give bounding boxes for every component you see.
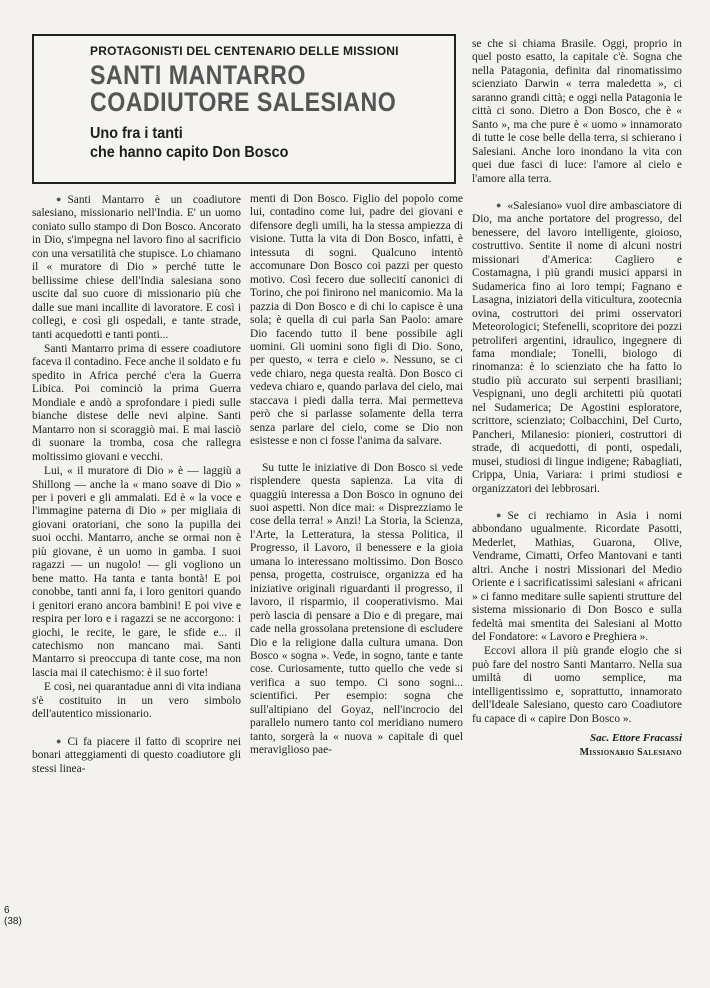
paragraph: Santi Mantarro prima di essere coadiutore faceva il contadino. Fece anche il soldato e fu spedito in Africa perché c'era la Guerra Libica. Poi cominciò la prima Guerra Mondiale e andò a sprofondare i piedi sulle bianche distese delle nevi alpine. Santi Mantarro non si scoraggiò mai. E mai lasciò di suonare la tromba, cosa che rallegra moltissimo giovani e vecchi. <box>32 342 241 463</box>
page-number-volume: (38) <box>4 916 22 927</box>
paragraph: Eccovi allora il più grande elogio che si può fare del nostro Santi Mantarro. Nella sua umiltà di uomo semplice, ma intelligentissimo e, soprattutto, innamorato dell'Ideale Salesiano, questo caro Coadiutore fu capace di « capire Don Bosco ». <box>472 645 682 725</box>
subhead-line-1: Uno fra i tanti <box>90 125 183 142</box>
paragraph: E così, nei quarantadue anni di vita indiana s'è costituito in un vero simbolo dell'autentico missionario. <box>32 681 241 721</box>
column-1 <box>32 193 241 933</box>
paragraph: Su tutte le iniziative di Don Bosco si vede risplendere questa sapienza. La vita di quaggiù interessa a Don Bosco in ognuno dei suoi aspetti. Non dice mai: « Disprezziamo le cose della terra! » Anzi! La Storia, la Scienza, l'Arte, la Letteratura, la stessa Politica, il Progresso, il Lavoro, il benessere e la gioia umana lo interessano moltissimo. Don Bosco pensa, progetta, costruisce, organizza ed ha iniziative originali riguardanti il progresso, il lavoro, il risparmio, il cooperativismo. Mai però lascia di pensare a Dio e di pregare, mai cade nella grossolana pretensione di escludere Dio e la religione dalla cultura umana. Don Bosco « sogna ». Vede, in sogno, tante e tante cose. Curiosamente, tutto quello che vede si verifica a suo tempo. Ci sono sogni... scientifici. Per esempio: sogna che sull'altipiano del Goyaz, nell'incrocio del parallelo numero tanto col meridiano numero tanto, sorgerà la « nuova » capitale di quel meraviglioso pae- <box>250 461 463 757</box>
author-name: Sac. Ettore Fracassi <box>590 732 682 745</box>
bullet-icon: ● <box>496 509 502 520</box>
kicker: PROTAGONISTI DEL CENTENARIO DELLE MISSIONI <box>90 44 399 58</box>
paragraph: ● Santi Mantarro è un coadiutore salesiano, missionario nell'India. E' un uomo coniato sullo stampo di Don Bosco. Ancorato in Dio, s'impegna nel lavoro fino al sacrificio con una versatilità che stupisce. Lo chiamano il « muratore di Dio » perché tutte le bellissime chiese dell'India salesiana sono uscite dal suo cuore di missionario più che dalle sue mani incallite di lavoratore. E così i collegi, e così gli ospedali, e tante strade, tanti acquedotti e tanti ponti... <box>32 194 241 341</box>
paragraph: ● Ci fa piacere il fatto di scoprire nei bonari atteggiamenti di questo coadiutore gli stessi linea- <box>32 735 241 775</box>
subhead <box>90 124 414 162</box>
headline <box>90 62 451 116</box>
paragraph: Lui, « il muratore di Dio » è — laggiù a Shillong — anche la « mano soave di Dio » per i poveri e gli ammalati. Ed è « la voce e l'immagine paterna di Dio » per migliaia di giovani oratoriani, che sono la pupilla dei suoi occhi. Mantarro, anche se ormai non è più giovane, è un uomo in gamba. I suoi ragazzi — un nugolo! — gli vogliono un bene matto. Ha tanta e tanta bontà! E poi conobbe, tanti anni fa, i loro genitori quando i genitori erano ancora bambini! E poi vive e respira per loro e i ragazzi se ne accorgono: i giochi, le recite, le gare, le sfide e... il catechismo non mancano mai. Santi Mantarro si preoccupa di tante cose, ma non lascia mai il catechismo: è il suo forte! <box>32 465 241 679</box>
headline-line-1: SANTI MANTARRO <box>90 60 306 90</box>
paragraph: menti di Don Bosco. Figlio del popolo come lui, contadino come lui, padre dei giovani e difensore degli umili, ha la stessa ampiezza di visione. Tutta la vita di Don Bosco, infatti, è intessuta di sogni. Qualcuno intentò accomunare Don Bosco coi pazzi per questo motivo. Così fecero due sollecití canonici di Torino, che poi finirono nel manicomio. Ma la pazzia di Don Bosco e di chi lo capisce è una sola; è quella di cui parla San Paolo: amare Dio facendo tutto il bene possibile agli uomini. Gli uomini sono figli di Dio. Sono, per questo, « terra e cielo ». Nessuno, se ci vede chiaro, nega questa realtà. Don Bosco ci vedeva chiaro e, quando parlava del cielo, mai staccava i piedi dalla terra. Mai permetteva però che si parlasse solamente della terra senza parlare del cielo, come se Dio non esistesse e non ci fosse l'anima da salvare. <box>250 193 463 448</box>
author-role: Missionario Salesiano <box>579 746 682 758</box>
paragraph: ● Se ci rechiamo in Asia i nomi abbondano ugualmente. Ricordate Pasotti, Mederlet, Mathias, Guarona, Olive, Vendrame, Cimatti, Orfeo Mantovani e tanti altri. Anche i nostri Missionari del Medio Oriente e i sacrificatissimi salesiani « africani » ci fanno meditare sulle sapienti strutture del sistema missionario di Don Bosco e sulla fedeltà mai smentita dei Salesiani al Motto del Fondatore: « Lavoro e Preghiera ». <box>472 509 682 644</box>
column-3 <box>472 38 682 938</box>
bullet-icon: ● <box>496 199 502 210</box>
page-number <box>4 905 22 927</box>
bullet-icon: ● <box>56 194 62 204</box>
paragraph: ● «Salesiano» vuol dire ambasciatore di Dio, ma anche portatore del progresso, del benessere, del lavoro intelligente, gioioso, costruttivo. Sentite il nome di alcuni nostri missionari d'America: Cagliero e Costamagna, i più grandi musici apparsi in Sudamerica fino ai loro tempi; Fagnano e Lasagna, iniziatori della viticultura, zootecnia ovina, costruttori dei primi osservatori Meteorologici; Stefenelli, scopritore dei pozzi petroliferi argentini, idraulico, ingegnere di fama mondiale; Tonelli, biologo di rinomanza: è lo scienziato che ha fatto lo studio più accurato sui serpenti brasiliani; Vespignani, uno degli architetti più quotati nel Sudamerica; De Agostini esploratore, scrittore, scienziato; Colbacchini, Del Curto, Pancheri, Milanesio: pionieri, costruttori di strade, di acquedotti, di ponti, ospedali, musei, studiosi di lingue indigene; Rabagliati, Crippa, Unia, Variara: i primi studiosi e organizzatori dei lebbrosari. <box>472 199 682 495</box>
column-2 <box>250 193 463 933</box>
paragraph: se che si chiama Brasile. Oggi, proprio in quel posto esatto, la capitale c'è. Sogna che nella Patagonia, definita dal rinomatissimo scienziato Darwin « terra maledetta », ci saranno grandi città; e oggi nella Patagonia le città ci sono. Dietro a Don Bosco, che è « Santo », ma che pure è « uomo » innamorato di tutte le cose belle della terra, si schierano i Salesiani. Anche loro inondano la vita con quei due fasci di luce: l'amore al cielo e l'amore alla terra. <box>472 38 682 185</box>
bullet-icon: ● <box>56 735 62 746</box>
subhead-line-2: che hanno capito Don Bosco <box>90 144 289 161</box>
signature <box>472 732 682 759</box>
title-box <box>32 34 456 184</box>
page-number-local: 6 <box>4 905 10 916</box>
headline-line-2: COADIUTORE SALESIANO <box>90 87 397 117</box>
